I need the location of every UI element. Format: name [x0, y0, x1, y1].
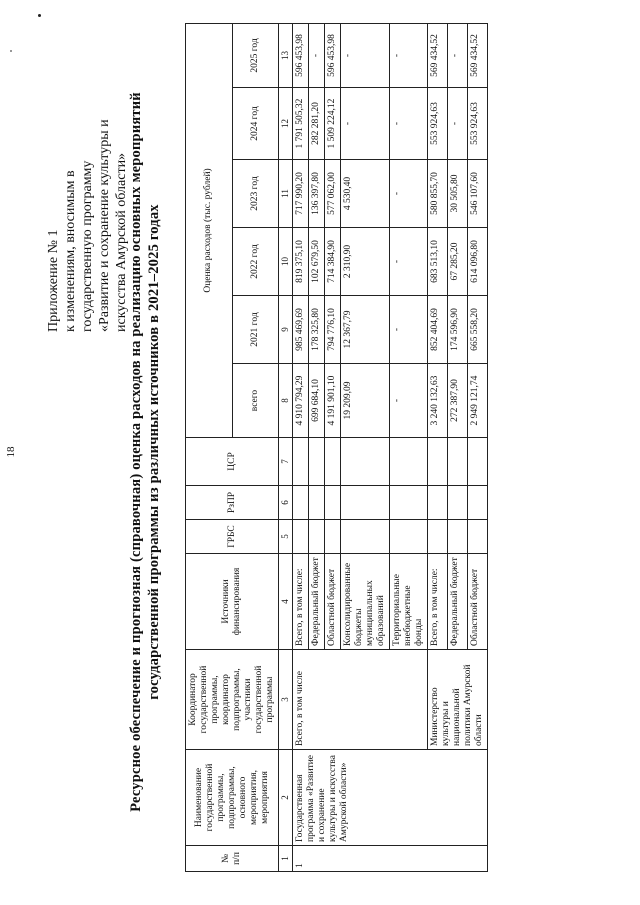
appendix-line: к изменениям, вносимым в — [63, 170, 78, 332]
value-cell: - — [390, 88, 428, 160]
source-cell: Областной бюджет — [325, 554, 341, 650]
value-cell: 852 404,69 — [428, 296, 448, 364]
csr-cell — [468, 438, 488, 486]
value-cell: 985 469,69 — [293, 296, 309, 364]
column-index: 8 — [279, 364, 293, 438]
rzpr-cell — [325, 486, 341, 520]
value-cell: 553 924,63 — [468, 88, 488, 160]
header-rzpr: РзПР — [186, 486, 279, 520]
total-cell: 4 910 794,29 — [293, 364, 309, 438]
total-cell: 2 949 121,74 — [468, 364, 488, 438]
grbs-cell — [341, 520, 390, 554]
value-cell: 569 434,52 — [468, 23, 488, 87]
value-cell: 819 375,10 — [293, 228, 309, 296]
column-index: 2 — [279, 750, 293, 846]
rzpr-cell — [341, 486, 390, 520]
grbs-cell — [448, 520, 468, 554]
total-cell: 699 684,10 — [309, 364, 325, 438]
column-index: 13 — [279, 23, 293, 87]
column-index: 10 — [279, 228, 293, 296]
value-cell: 577 062,00 — [325, 160, 341, 228]
total-cell: - — [390, 364, 428, 438]
value-cell: - — [448, 88, 468, 160]
source-cell: Федеральный бюджет — [309, 554, 325, 650]
source-cell: Всего, в том числе: — [428, 554, 448, 650]
document-title — [127, 20, 163, 884]
source-cell: Федеральный бюджет — [448, 554, 468, 650]
header-grbs: ГРБС — [186, 520, 279, 554]
column-index: 4 — [279, 554, 293, 650]
program-name: Государственная программа «Развитие и сохранение культуры и искусства Амурской области» — [293, 750, 488, 846]
value-cell: - — [390, 228, 428, 296]
column-index: 11 — [279, 160, 293, 228]
rzpr-cell — [309, 486, 325, 520]
column-index: 6 — [279, 486, 293, 520]
value-cell: 178 325,80 — [309, 296, 325, 364]
value-cell: - — [309, 23, 325, 87]
column-index: 9 — [279, 296, 293, 364]
value-cell: - — [390, 160, 428, 228]
source-cell: Областной бюджет — [468, 554, 488, 650]
total-cell: 19 209,09 — [341, 364, 390, 438]
header-year: 2022 год — [232, 228, 279, 296]
value-cell: 569 434,52 — [428, 23, 448, 87]
source-cell: Территориальные внебюджетные фонды — [390, 554, 428, 650]
value-cell: 714 384,90 — [325, 228, 341, 296]
appendix-line: «Развитие и сохранение культуры и — [97, 119, 112, 332]
column-index: 5 — [279, 520, 293, 554]
csr-cell — [341, 438, 390, 486]
rzpr-cell — [293, 486, 309, 520]
rzpr-cell — [390, 486, 428, 520]
total-cell: 4 191 901,10 — [325, 364, 341, 438]
value-cell: 1 791 505,32 — [293, 88, 309, 160]
appendix-line: искусства Амурской области» — [114, 152, 129, 332]
column-index: 12 — [279, 88, 293, 160]
value-cell: - — [390, 23, 428, 87]
header-sources: Источники финансирования — [186, 554, 279, 650]
csr-cell — [428, 438, 448, 486]
value-cell: - — [448, 23, 468, 87]
csr-cell — [309, 438, 325, 486]
csr-cell — [293, 438, 309, 486]
csr-cell — [325, 438, 341, 486]
value-cell: 596 453,98 — [325, 23, 341, 87]
grbs-cell — [468, 520, 488, 554]
grbs-cell — [390, 520, 428, 554]
value-cell: 580 855,70 — [428, 160, 448, 228]
csr-cell — [390, 438, 428, 486]
grbs-cell — [293, 520, 309, 554]
rzpr-cell — [468, 486, 488, 520]
value-cell: - — [341, 88, 390, 160]
page-number: 18 — [5, 446, 17, 458]
value-cell: 717 990,20 — [293, 160, 309, 228]
value-cell: 2 310,90 — [341, 228, 390, 296]
header-year: 2025 год — [232, 23, 279, 87]
value-cell: 67 285,20 — [448, 228, 468, 296]
value-cell: 546 107,60 — [468, 160, 488, 228]
row-number: 1 — [293, 846, 488, 872]
source-cell: Всего, в том числе: — [293, 554, 309, 650]
rzpr-cell — [448, 486, 468, 520]
value-cell: 596 453,98 — [293, 23, 309, 87]
coordinator-cell: Министерство культуры и национальной политики Амурской области — [428, 650, 488, 750]
appendix-line: Приложение № 1 — [46, 229, 61, 332]
header-estimate: Оценка расходов (тыс. рублей) — [186, 23, 233, 437]
total-cell: 3 240 132,63 — [428, 364, 448, 438]
expenses-table — [185, 23, 488, 872]
column-index: 3 — [279, 650, 293, 750]
rzpr-cell — [428, 486, 448, 520]
header-coordinator: Координатор государственной программы, координатор подпрограммы, участники государственной программы — [186, 650, 279, 750]
value-cell: 174 596,90 — [448, 296, 468, 364]
rotated-page — [5, 12, 635, 892]
coordinator-cell: Всего, в том числе — [293, 650, 428, 750]
header-year: 2024 год — [232, 88, 279, 160]
grbs-cell — [428, 520, 448, 554]
table-row — [428, 23, 448, 871]
value-cell: 553 924,63 — [428, 88, 448, 160]
value-cell: - — [341, 23, 390, 87]
column-index-row — [279, 23, 293, 871]
column-index: 1 — [279, 846, 293, 872]
grbs-cell — [309, 520, 325, 554]
appendix-line: государственную программу — [80, 160, 95, 332]
appendix-block — [45, 32, 130, 332]
column-index: 7 — [279, 438, 293, 486]
header-name: Наименование государственной программы, подпрограммы, основного мероприятия, мероприятия — [186, 750, 279, 846]
value-cell: 1 509 224,12 — [325, 88, 341, 160]
title-line: государственной программы из различных источников в 2021–2025 годах — [146, 204, 162, 700]
header-total: всего — [232, 364, 279, 438]
value-cell: 665 558,20 — [468, 296, 488, 364]
value-cell: 12 367,79 — [341, 296, 390, 364]
value-cell: 282 281,20 — [309, 88, 325, 160]
source-cell: Консолидированные бюджеты муниципальных образований — [341, 554, 390, 650]
header-year: 2023 год — [232, 160, 279, 228]
value-cell: 683 513,10 — [428, 228, 448, 296]
title-line: Ресурсное обеспечение и прогнозная (справочная) оценка расходов на реализацию основных мероприятий — [128, 92, 144, 812]
header-year: 2021 год — [232, 296, 279, 364]
grbs-cell — [325, 520, 341, 554]
header-csr: ЦСР — [186, 438, 279, 486]
value-cell: 136 397,80 — [309, 160, 325, 228]
header-num: № п/п — [186, 846, 279, 872]
value-cell: 794 776,10 — [325, 296, 341, 364]
total-cell: 272 387,90 — [448, 364, 468, 438]
value-cell: 30 505,80 — [448, 160, 468, 228]
value-cell: 102 679,50 — [309, 228, 325, 296]
table-row — [293, 23, 309, 871]
csr-cell — [448, 438, 468, 486]
value-cell: 4 530,40 — [341, 160, 390, 228]
value-cell: - — [390, 296, 428, 364]
value-cell: 614 096,80 — [468, 228, 488, 296]
